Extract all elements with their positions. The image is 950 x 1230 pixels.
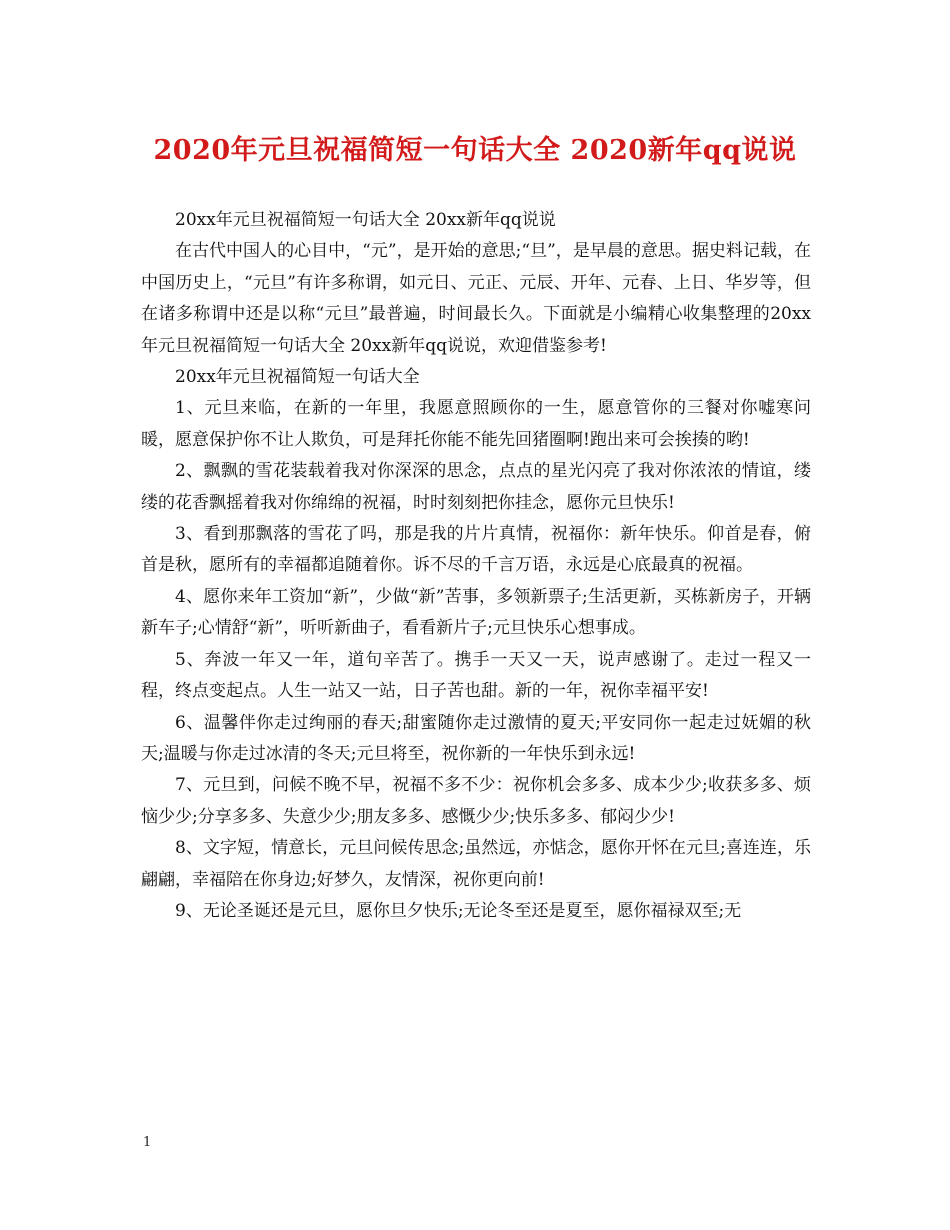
document-body	[141, 205, 811, 927]
paragraph-item-4: 4、愿你来年工资加“新”，少做“新”苦事，多领新票子;生活更新，买栋新房子，开辆新车子;心情舒“新”，听听新曲子，看看新片子;元旦快乐心想事成。	[141, 586, 811, 639]
paragraph-item-5: 5、奔波一年又一年，道句辛苦了。携手一天又一天，说声感谢了。走过一程又一程，终点变起点。人生一站又一站，日子苦也甜。新的一年，祝你幸福平安!	[141, 649, 811, 702]
paragraph-intro: 在古代中国人的心目中，“元”，是开始的意思;“旦”，是早晨的意思。据史料记载，在中国历史上，“元旦”有许多称谓，如元日、元正、元辰、开年、元春、上日、华岁等，但在诸多称谓中还是以称“元旦”最普遍，时间最长久。下面就是小编精心收集整理的20xx年元旦祝福简短一句话大全 20xx新年qq说说，欢迎借鉴参考!	[141, 241, 811, 356]
document-title: 2020年元旦祝福简短一句话大全 2020新年qq说说	[153, 135, 797, 166]
paragraph-item-1: 1、元旦来临，在新的一年里，我愿意照顾你的一生，愿意管你的三餐对你嘘寒问暖，愿意保护你不让人欺负，可是拜托你能不能先回猪圈啊!跑出来可会挨揍的哟!	[141, 398, 811, 450]
paragraph-subtitle: 20xx年元旦祝福简短一句话大全 20xx新年qq说说	[175, 210, 556, 230]
page-number: 1	[143, 1135, 152, 1150]
paragraph-item-3: 3、看到那飘落的雪花了吗，那是我的片片真情，祝福你：新年快乐。仰首是春，俯首是秋，愿所有的幸福都追随着你。诉不尽的千言万语，永远是心底最真的祝福。	[141, 524, 811, 576]
paragraph-item-8: 8、文字短，情意长，元旦问候传思念;虽然远，亦惦念，愿你开怀在元旦;喜连连，乐翩翩，幸福陪在你身边;好梦久，友情深，祝你更向前!	[141, 838, 811, 890]
paragraph-item-7: 7、元旦到，问候不晚不早，祝福不多不少：祝你机会多多、成本少少;收获多多、烦恼少少;分享多多、失意少少;朋友多多、感慨少少;快乐多多、郁闷少少!	[141, 775, 811, 827]
paragraph-section-heading: 20xx年元旦祝福简短一句话大全	[175, 367, 420, 388]
paragraph-item-9: 9、无论圣诞还是元旦，愿你旦夕快乐;无论冬至还是夏至，愿你福禄双至;无	[175, 900, 742, 921]
paragraph-item-6: 6、温馨伴你走过绚丽的春天;甜蜜随你走过激情的夏天;平安同你一起走过妩媚的秋天;温暖与你走过冰清的冬天;元旦将至，祝你新的一年快乐到永远!	[141, 712, 811, 764]
paragraph-item-2: 2、飘飘的雪花装载着我对你深深的思念，点点的星光闪亮了我对你浓浓的情谊，缕缕的花香飘摇着我对你绵绵的祝福，时时刻刻把你挂念，愿你元旦快乐!	[141, 461, 811, 513]
